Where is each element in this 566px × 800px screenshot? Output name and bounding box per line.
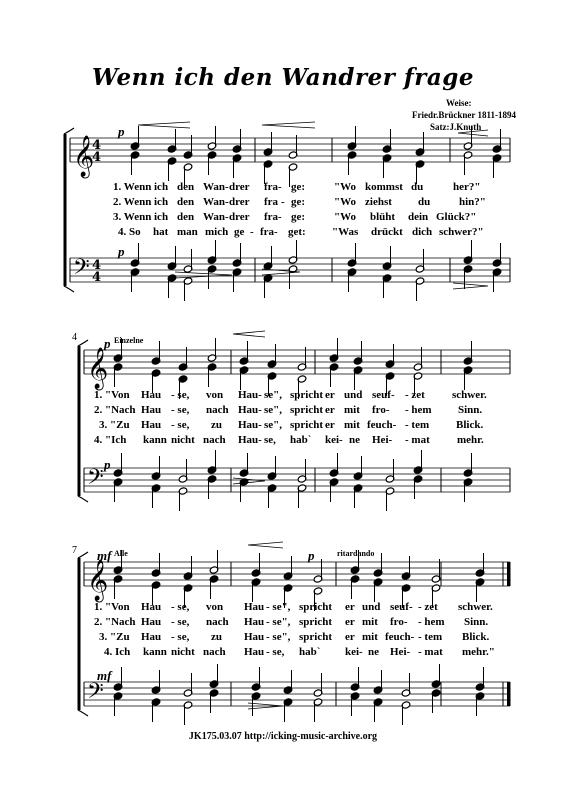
lyric-s1-v4-07: fra- <box>260 226 278 238</box>
lyric-s2-v2-04: nach <box>206 404 229 416</box>
page-title: Wenn ich den Wandrer frage <box>92 64 474 91</box>
lyric-s2-v1-06: se", <box>264 389 283 401</box>
lyric-s1-v2-04: Wan- <box>203 196 229 208</box>
lyric-s1-v2-09: "Wo <box>334 196 356 208</box>
lyric-s2-v3-05: Hau- <box>238 419 262 431</box>
lyric-s1-v3-04: Wan- <box>203 211 229 223</box>
crescendo-hairpin <box>233 331 265 337</box>
lyric-s2-v4-06: se, <box>264 434 276 446</box>
lyric-s3-v3-04: zu <box>211 631 222 643</box>
lyric-s2-v2-10: fro- <box>372 404 390 416</box>
lyric-s2-v3-12: Blick. <box>456 419 484 431</box>
lyric-s2-v3-09: mit <box>344 419 360 431</box>
lyric-s2-v1-11: - zet <box>405 389 425 401</box>
lyric-s2-v2-11: - hem <box>405 404 432 416</box>
lyric-s2-v1-07: spricht <box>290 389 323 401</box>
lyric-s2-v3-02: Hau <box>141 419 162 431</box>
lyric-s3-v2-12: Sinn. <box>464 616 489 628</box>
lyric-s2-v1-03: - se, <box>171 389 190 401</box>
lyric-s1-v4-01: 4. So <box>118 226 141 238</box>
lyric-s1-v4-08: get: <box>288 226 306 238</box>
lyric-s1-v2-10: ziehst <box>365 196 392 208</box>
lyric-s3-v3-10: feuch- <box>385 631 415 643</box>
lyric-s3-v1-09: und <box>362 601 381 613</box>
lyric-s1-v2-08: ge: <box>291 196 306 208</box>
lyric-s1-v2-05: drer <box>229 196 250 208</box>
bass-clef: 𝄢 <box>73 255 90 285</box>
lyric-s1-v2-06: fra <box>264 196 279 208</box>
final-barline <box>507 562 510 586</box>
time-signature-numerator: 4 <box>92 138 102 153</box>
lyric-s1-v1-09: kommst <box>365 181 403 193</box>
lyric-s2-v4-09: ne <box>349 434 360 446</box>
lyric-s3-v3-08: er <box>345 631 355 643</box>
bracket-hook-top <box>78 340 88 346</box>
lyric-s1-v2-12: hin?" <box>459 196 486 208</box>
lyric-s3-v4-11: - mat <box>418 646 443 658</box>
lyric-s3-v1-01: 1. "Von <box>94 601 130 613</box>
lyric-s3-v4-01: 4. Ich <box>104 646 131 658</box>
dynamic-p-s1-bottom: p <box>118 244 125 259</box>
dynamic-mf-s3-top: mf <box>97 548 112 563</box>
treble-clef: 𝄞 <box>73 136 95 177</box>
lyric-s1-v3-06: fra- <box>264 211 282 223</box>
lyric-s3-v4-09: ne <box>368 646 379 658</box>
crescendo-hairpin <box>248 542 283 548</box>
marking-ritardando: ritardando <box>337 549 375 558</box>
lyric-s2-v1-04: von <box>206 389 224 401</box>
lyric-s2-v3-10: feuch- <box>367 419 397 431</box>
lyric-s3-v3-05: Hau <box>244 631 265 643</box>
lyric-s3-v4-05: Hau <box>244 646 265 658</box>
lyric-s1-v1-06: fra- <box>264 181 282 193</box>
lyric-s2-v1-08: er <box>325 389 335 401</box>
lyric-s3-v2-11: - hem <box>418 616 445 628</box>
lyric-s3-v3-12: Blick. <box>462 631 490 643</box>
lyric-s2-v4-11: - mat <box>405 434 430 446</box>
lyric-s2-v3-03: - se, <box>171 419 190 431</box>
lyric-s3-v2-05: Hau <box>244 616 265 628</box>
crescendo-hairpin <box>262 122 315 128</box>
lyric-s1-v3-03: den <box>177 211 195 223</box>
lyric-s1-v1-10: du <box>411 181 424 193</box>
lyric-s2-v1-05: Hau- <box>238 389 262 401</box>
composer-credit: Friedr.Brückner 1811-1894 <box>412 110 516 120</box>
lyric-s1-v3-10: dein <box>408 211 429 223</box>
dynamic-p-s2-bottom: p <box>104 457 111 472</box>
lyric-s2-v4-05: Hau- <box>238 434 262 446</box>
time-signature-numerator: 4 <box>92 258 102 273</box>
lyric-s3-v4-08: kei- <box>345 646 363 658</box>
lyric-s1-v4-04: mich <box>205 226 229 238</box>
lyric-s1-v4-11: dich <box>412 226 433 238</box>
lyric-s1-v1-07: ge: <box>291 181 306 193</box>
lyric-s1-v3-05: drer <box>229 211 250 223</box>
lyric-s2-v1-12: schwer. <box>452 389 487 401</box>
lyric-s3-v2-07: spricht <box>299 616 332 628</box>
lyric-s2-v1-10: seuf- <box>372 389 395 401</box>
lyric-s3-v2-08: er <box>345 616 355 628</box>
lyric-s3-v2-03: - se, <box>171 616 190 628</box>
lyric-s1-v3-01: 3. Wenn <box>113 211 152 223</box>
lyric-s3-v1-06: - se", <box>266 601 291 613</box>
lyric-s1-v3-08: "Wo <box>334 211 356 223</box>
dynamic-p-s1-top: p <box>118 124 125 139</box>
lyric-s1-v2-01: 2. Wenn <box>113 196 152 208</box>
lyric-s3-v2-01: 2. "Nach <box>94 616 136 628</box>
lyric-s3-v1-07: spricht <box>299 601 332 613</box>
lyric-s2-v1-01: 1. "Von <box>94 389 130 401</box>
lyric-s2-v3-04: zu <box>211 419 222 431</box>
lyric-s3-v1-11: - zet <box>418 601 438 613</box>
lyric-s3-v1-10: seuf- <box>390 601 413 613</box>
lyric-s2-v3-07: spricht <box>290 419 323 431</box>
lyric-s3-v4-03: nicht <box>171 646 195 658</box>
lyric-s1-v2-07: - <box>281 196 285 208</box>
lyric-s3-v4-12: mehr." <box>462 646 495 658</box>
lyric-s3-v1-05: Hau <box>244 601 265 613</box>
lyric-s2-v3-11: - tem <box>405 419 430 431</box>
arranger-credit: Satz:J.Knuth <box>430 122 482 132</box>
lyric-s3-v2-04: nach <box>206 616 229 628</box>
lyric-s1-v3-07: ge: <box>291 211 306 223</box>
treble-clef: 𝄞 <box>87 348 109 389</box>
lyric-s2-v2-08: er <box>325 404 335 416</box>
bracket-hook-bottom <box>78 496 88 502</box>
dynamic-mf-s3-bottom: mf <box>97 668 112 683</box>
lyric-s3-v4-06: - se, <box>266 646 285 658</box>
lyric-s2-v1-02: Hau <box>141 389 162 401</box>
lyric-s2-v4-08: kei- <box>325 434 343 446</box>
lyric-s1-v1-08: "Wo <box>334 181 356 193</box>
lyric-s2-v2-06: se", <box>264 404 283 416</box>
lyric-s1-v1-11: her?" <box>453 181 481 193</box>
lyric-s3-v1-03: - se, <box>171 601 190 613</box>
decrescendo-hairpin <box>453 283 488 289</box>
lyric-s1-v4-06: - <box>250 226 254 238</box>
lyric-s3-v3-03: - se, <box>171 631 190 643</box>
dynamic-p-s2-top: p <box>104 336 111 351</box>
marking-einzelne: Einzelne <box>114 336 144 345</box>
lyric-s1-v1-02: ich <box>154 181 169 193</box>
lyric-s3-v1-08: er <box>345 601 355 613</box>
lyric-s3-v3-11: - tem <box>418 631 443 643</box>
lyric-s1-v3-11: Glück?" <box>436 211 477 223</box>
lyric-s1-v1-05: drer <box>229 181 250 193</box>
lyric-s1-v4-03: man <box>177 226 198 238</box>
lyric-s1-v2-11: du <box>418 196 431 208</box>
lyric-s1-v1-03: den <box>177 181 195 193</box>
lyric-s3-v2-10: fro- <box>390 616 408 628</box>
lyric-s1-v3-09: blüht <box>370 211 396 223</box>
lyric-s1-v4-02: hat <box>153 226 169 238</box>
lyric-s2-v3-06: se", <box>264 419 283 431</box>
lyric-s2-v3-08: er <box>325 419 335 431</box>
lyric-s1-v4-09: "Was <box>332 226 359 238</box>
bass-clef: 𝄢 <box>87 465 104 495</box>
time-signature-denominator: 4 <box>92 150 102 165</box>
lyric-s1-v2-02: ich <box>154 196 169 208</box>
lyric-s3-v4-04: nach <box>203 646 226 658</box>
lyric-s3-v2-02: Hau <box>141 616 162 628</box>
lyric-s2-v2-05: Hau- <box>238 404 262 416</box>
lyric-s2-v4-10: Hei- <box>372 434 393 446</box>
lyric-s3-v3-07: spricht <box>299 631 332 643</box>
bracket-hook-top <box>64 128 74 134</box>
lyric-s2-v4-12: mehr. <box>457 434 484 446</box>
lyric-s3-v2-09: mit <box>362 616 378 628</box>
lyric-s1-v4-12: schwer?" <box>439 226 484 238</box>
bracket-hook-bottom <box>78 710 88 716</box>
lyric-s2-v4-04: nach <box>203 434 226 446</box>
measure-number-7: 7 <box>72 545 77 556</box>
lyric-s2-v4-02: kann <box>143 434 167 446</box>
dynamic-p-s3-mid: p <box>308 548 315 563</box>
footer-reference: JK175.03.07 http://icking-music-archive.org <box>188 731 378 742</box>
lyric-s1-v1-04: Wan- <box>203 181 229 193</box>
lyric-s3-v1-12: schwer. <box>458 601 493 613</box>
lyric-s2-v4-01: 4. "Ich <box>94 434 127 446</box>
lyric-s3-v1-04: von <box>206 601 224 613</box>
lyric-s2-v4-03: nicht <box>171 434 195 446</box>
lyric-s1-v2-03: den <box>177 196 195 208</box>
lyric-s1-v3-02: ich <box>154 211 169 223</box>
lyric-s3-v3-09: mit <box>362 631 378 643</box>
final-barline <box>507 682 510 706</box>
lyric-s2-v2-01: 2. "Nach <box>94 404 136 416</box>
lyric-s2-v2-03: - se, <box>171 404 190 416</box>
marking-alle: Alle <box>114 549 128 558</box>
treble-clef: 𝄞 <box>87 560 109 601</box>
lyric-s3-v4-10: Hei- <box>390 646 411 658</box>
lyric-s3-v4-02: kann <box>143 646 167 658</box>
lyric-s3-v3-01: 3. "Zu <box>99 631 130 643</box>
lyric-s1-v4-10: drückt <box>371 226 403 238</box>
time-signature-denominator: 4 <box>92 270 102 285</box>
lyric-s2-v3-01: 3. "Zu <box>99 419 130 431</box>
lyric-s2-v2-02: Hau <box>141 404 162 416</box>
crescendo-hairpin <box>138 122 190 128</box>
decrescendo-hairpin <box>175 272 232 278</box>
measure-number-4: 4 <box>72 332 77 343</box>
lyric-s3-v4-07: hab` <box>299 646 321 658</box>
lyric-s2-v2-09: mit <box>344 404 360 416</box>
lyric-s1-v1-01: 1. Wenn <box>113 181 152 193</box>
lyric-s2-v2-07: spricht <box>290 404 323 416</box>
decrescendo-hairpin <box>233 478 265 484</box>
lyric-s2-v4-07: hab` <box>290 434 312 446</box>
lyric-s3-v3-06: - se", <box>266 631 291 643</box>
lyric-s1-v4-05: ge <box>234 226 245 238</box>
bass-clef: 𝄢 <box>87 679 104 709</box>
bracket-hook-bottom <box>64 286 74 292</box>
lyric-s2-v1-09: und <box>344 389 363 401</box>
lyric-s3-v3-02: Hau <box>141 631 162 643</box>
lyric-s3-v1-02: Hau <box>141 601 162 613</box>
melody-credit: Weise: <box>446 98 472 108</box>
lyric-s2-v2-12: Sinn. <box>458 404 483 416</box>
bracket-hook-top <box>78 552 88 558</box>
lyric-s3-v2-06: - se", <box>266 616 291 628</box>
